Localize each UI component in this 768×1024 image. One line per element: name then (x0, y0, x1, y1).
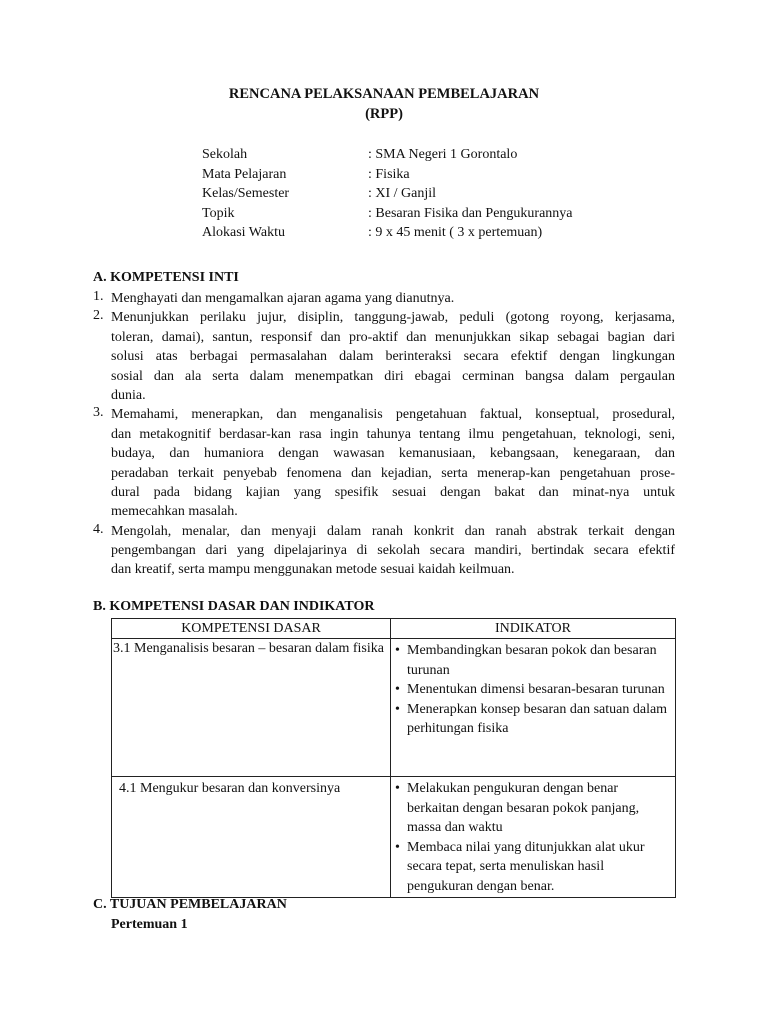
bullet-icon: • (395, 643, 400, 658)
kd-cell (112, 777, 391, 898)
list-line: sosial dan ala serta dalam menempatkan diri ebagai cerminan bangsa dalam pergaulan (111, 368, 675, 384)
list-line: memecahkan masalah. (111, 504, 238, 520)
list-number: 3. (93, 405, 104, 421)
table-row (112, 639, 676, 777)
info-row-time (202, 223, 573, 243)
info-row-topic (202, 204, 573, 224)
kd-text: 3.1 Menganalisis besaran – besaran dalam fisika (113, 641, 384, 656)
list-number: 2. (93, 308, 104, 324)
info-label: Sekolah (202, 147, 248, 162)
list-item (93, 308, 675, 405)
list-line: dan metakognitif berdasar-kan rasa ingin tahunya tentang ilmu pengetahuan, teknologi, seni, (111, 426, 675, 442)
kd-cell (112, 639, 391, 777)
info-label: Mata Pelajaran (202, 166, 287, 182)
indikator-cell (391, 639, 676, 777)
bullet-icon: • (395, 701, 400, 717)
section-a-heading: A. KOMPETENSI INTI (93, 270, 239, 285)
column-header-indikator: INDIKATOR (391, 619, 676, 639)
meeting-label: Pertemuan 1 (111, 917, 188, 932)
info-row-class (202, 184, 573, 204)
info-value: : 9 x 45 menit ( 3 x pertemuan) (368, 225, 543, 240)
info-value: : Besaran Fisika dan Pengukurannya (368, 205, 573, 221)
kd-text: 4.1 Mengukur besaran dan konversinya (119, 781, 341, 796)
table-header-row (112, 619, 676, 639)
list-line: toleran, damai), santun, responsif dan pro-aktif dan menunjukkan sikap sebagai bagian dari (111, 329, 675, 345)
list-line: budaya, dan humaniora dengan wawasan kemanusiaan, kebangsaan, kenegaraan, dan (111, 446, 675, 462)
list-line: dan kreatif, serta mampu menggunakan metode sesuai kaidah keilmuan. (111, 562, 515, 578)
indikator-item (394, 838, 669, 897)
list-line: Menunjukkan perilaku jujur, disiplin, tanggung-jawab, peduli (gotong royong, kerjasama, (111, 310, 675, 326)
info-label: Topik (202, 205, 235, 221)
info-label: Alokasi Waktu (202, 225, 285, 240)
section-c-heading: C. TUJUAN PEMBELAJARAN (93, 897, 287, 912)
indikator-item (394, 641, 669, 680)
list-line: Memahami, menerapkan, dan menganalisis pengetahuan faktual, konseptual, prosedural, (111, 407, 675, 423)
info-value: : SMA Negeri 1 Gorontalo (368, 147, 518, 162)
indikator-text: Menerapkan konsep besaran dan satuan dalam perhitungan fisika (407, 701, 668, 737)
list-line: Menghayati dan mengamalkan ajaran agama yang dianutnya. (111, 291, 455, 306)
indikator-text: Melakukan pengukuran dengan benar berkaitan dengan besaran pokok panjang, massa dan waktu (407, 781, 640, 836)
indikator-cell (391, 777, 676, 898)
info-label: Kelas/Semester (202, 186, 290, 201)
list-line: pengembangan dari yang dipelajarinya di sekolah secara mandiri, bertindak secara efektif (111, 543, 675, 559)
indikator-text: Membandingkan besaran pokok dan besaran turunan (407, 643, 657, 678)
bullet-icon: • (395, 839, 400, 855)
indikator-text: Membaca nilai yang ditunjukkan alat ukur secara tepat, serta menuliskan hasil pengukuran dengan benar. (407, 839, 645, 894)
bullet-icon: • (395, 682, 400, 698)
indikator-item (394, 680, 669, 700)
list-line: Mengolah, menalar, dan menyaji dalam ranah konkrit dan ranah abstrak terkait dengan (111, 523, 675, 539)
info-row-school (202, 145, 573, 165)
list-line: solusi atas berbagai permasalahan dalam berinteraksi secara efektif dengan lingkungan (111, 349, 675, 365)
info-value: : XI / Ganjil (368, 186, 437, 201)
bullet-icon: • (395, 781, 400, 796)
list-line: peradaban terkait penyebab fenomena dan kejadian, serta menerap-kan pengetahuan prose- (111, 465, 675, 481)
list-number: 4. (93, 521, 104, 537)
list-line: dural pada bidang kajian yang spesifik sesuai dengan bakat dan minat-nya untuk (111, 484, 675, 500)
list-item (93, 289, 675, 308)
indikator-item (394, 779, 669, 838)
section-b-heading: B. KOMPETENSI DASAR DAN INDIKATOR (93, 599, 375, 614)
indikator-text: Menentukan dimensi besaran-besaran turunan (407, 682, 665, 698)
list-number: 1. (93, 289, 104, 304)
identity-block (202, 145, 573, 243)
kompetensi-inti-list (93, 289, 675, 580)
list-item (93, 522, 675, 580)
list-line: dunia. (111, 387, 146, 403)
info-value: : Fisika (368, 166, 410, 182)
column-header-kd: KOMPETENSI DASAR (112, 619, 391, 639)
list-item (93, 405, 675, 521)
document-subtitle: (RPP) (365, 106, 403, 122)
document-title: RENCANA PELAKSANAAN PEMBELAJARAN (228, 86, 540, 102)
kompetensi-table (111, 618, 676, 898)
indikator-item (394, 700, 669, 739)
info-row-subject (202, 165, 573, 185)
table-row (112, 777, 676, 898)
